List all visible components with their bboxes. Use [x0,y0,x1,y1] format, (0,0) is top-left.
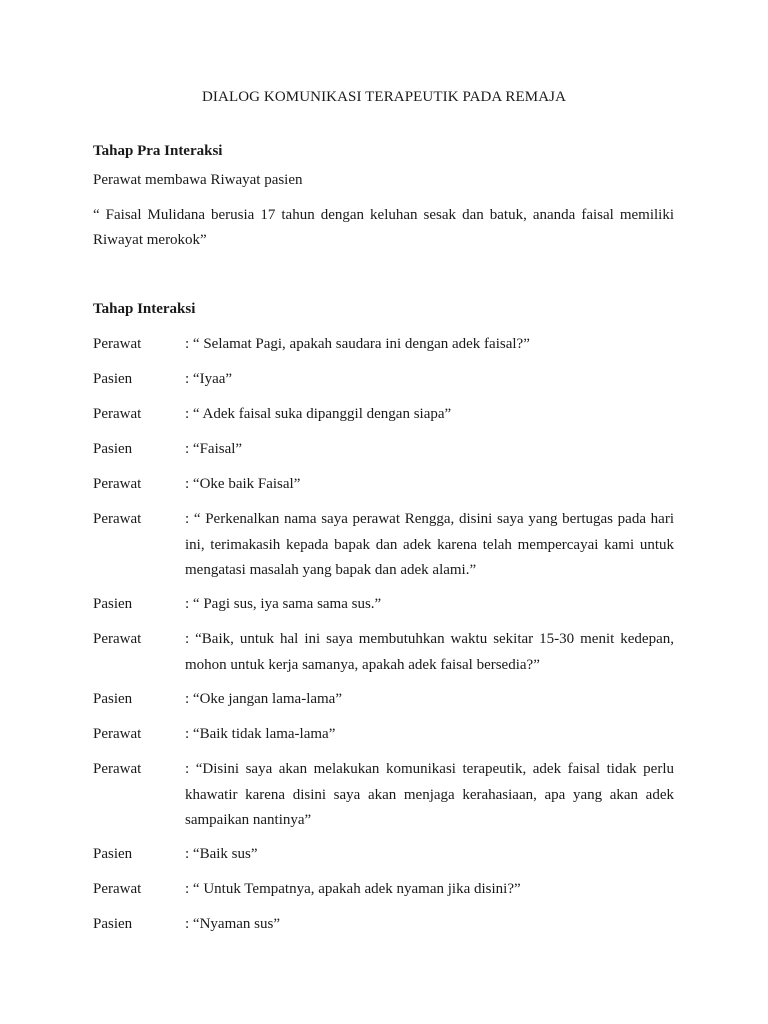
dialog-line: : “Faisal” [185,441,243,457]
dialog-line: : “Nyaman sus” [185,916,280,932]
dialog-row [93,507,674,584]
dialog-row [93,877,674,903]
dialog-speaker: Perawat [93,631,142,647]
dialog-speaker: Perawat [93,761,142,777]
dialog-row [93,627,674,678]
dialog-row [93,332,674,358]
page-title: DIALOG KOMUNIKASI TERAPEUTIK PADA REMAJA [201,89,566,105]
dialog-speaker: Perawat [93,511,142,527]
dialog-line: : “Iyaa” [185,371,233,387]
dialog-row [93,722,674,748]
dialog-line: : “Oke baik Faisal” [185,476,301,492]
dialog-row [93,472,674,498]
dialog-line: : “ Untuk Tempatnya, apakah adek nyaman jika disini?” [185,881,521,897]
dialog-row [93,402,674,428]
dialog-speaker: Pasien [93,596,133,612]
dialog-speaker: Perawat [93,726,142,742]
dialog-line: : “ Perkenalkan nama saya perawat Rengga, disini saya yang bertugas pada hari ini, terimakasih kepada bapak dan adek karena telah mempercayai kami untuk mengatasi masalah yang bapak dan adek alami.” [185,511,674,578]
dialog-row [93,687,674,713]
dialog-row [93,842,674,868]
intro-paragraph: Perawat membawa Riwayat pasien [93,172,303,188]
dialog-line: : “Oke jangan lama-lama” [185,691,343,707]
dialog-row [93,757,674,834]
dialog-line: : “ Pagi sus, iya sama sama sus.” [185,596,382,612]
dialog-line: : “ Selamat Pagi, apakah saudara ini dengan adek faisal?” [185,336,530,352]
dialog-speaker: Perawat [93,336,142,352]
dialog-row [93,592,674,618]
dialog-line: : “Baik sus” [185,846,258,862]
dialog-line: : “Disini saya akan melakukan komunikasi terapeutik, adek faisal tidak perlu khawatir karena disini saya akan menjaga kerahasiaan, apa yang akan adek sampaikan nantinya” [185,761,674,828]
dialog-speaker: Pasien [93,371,133,387]
dialog-line: : “Baik, untuk hal ini saya membutuhkan waktu sekitar 15-30 menit kedepan, mohon untuk kerja samanya, apakah adek faisal bersedia?” [185,631,674,673]
dialog-speaker: Perawat [93,406,142,422]
dialog-line: : “ Adek faisal suka dipanggil dengan siapa” [185,406,452,422]
section-heading-pra-interaksi: Tahap Pra Interaksi [93,143,223,159]
dialog-row [93,437,674,463]
dialog-speaker: Pasien [93,691,133,707]
dialog-speaker: Pasien [93,916,133,932]
dialog-speaker: Pasien [93,846,133,862]
dialog-row [93,912,674,938]
patient-history-quote: “ Faisal Mulidana berusia 17 tahun dengan keluhan sesak dan batuk, ananda faisal memiliki Riwayat merokok” [93,207,674,248]
dialog-speaker: Perawat [93,881,142,897]
section-heading-interaksi: Tahap Interaksi [93,301,196,317]
dialog-line: : “Baik tidak lama-lama” [185,726,336,742]
dialog-row [93,367,674,393]
dialog-speaker: Perawat [93,476,142,492]
dialog-speaker: Pasien [93,441,133,457]
